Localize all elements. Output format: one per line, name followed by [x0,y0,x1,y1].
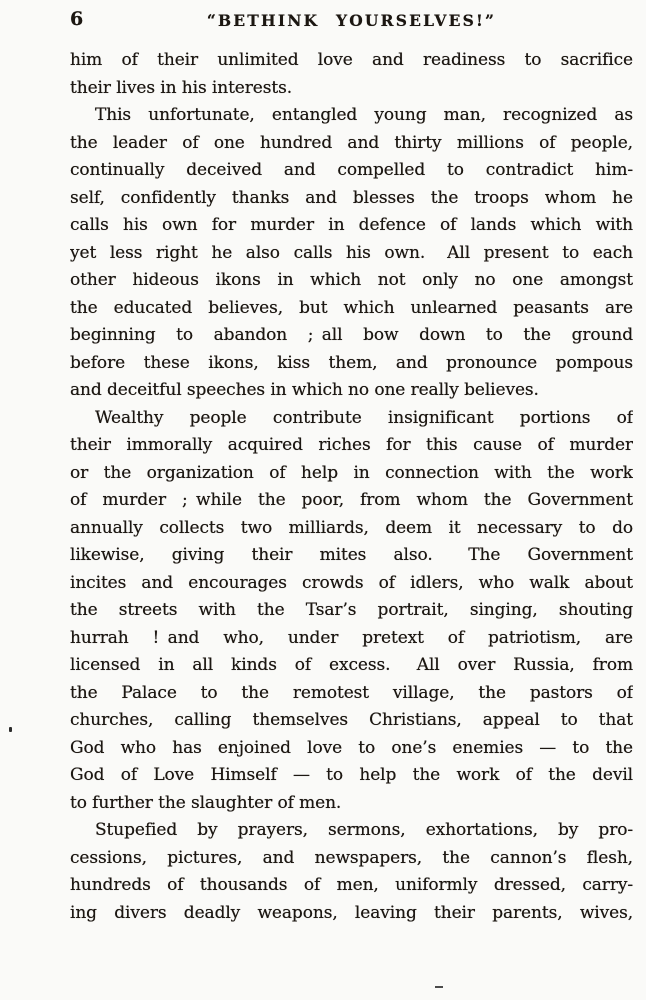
text-line: of murder ; while the poor, from whom the Government [70,490,633,510]
text-line: yet less right he also calls his own. All present to each [70,242,633,263]
text-line: hurrah ! and who, under pretext of patriotism, are [70,627,633,648]
text-line: cessions, pictures, and newspapers, the cannon’s flesh, [70,847,633,868]
text-line: him of their unlimited love and readiness to sacrifice [70,50,633,70]
text-line: annually collects two milliards, deem it necessary to do [70,517,633,538]
scan-speck-dash [435,986,443,988]
running-title: “BETHINK YOURSELVES!” [206,11,497,30]
text-line: This unfortunate, entangled young man, recognized as [95,105,633,125]
text-line: the educated believes, but which unlearned peasants are [70,297,633,318]
text-line: churches, calling themselves Christians, appeal to that [70,710,633,730]
text-line: Wealthy people contribute insignificant portions of [95,407,633,428]
text-line: or the organization of help in connection with the work [70,462,633,483]
text-line: calls his own for murder in defence of lands which with [70,215,633,235]
text-line: before these ikons, kiss them, and pronounce pompous [70,352,633,373]
page-number: 6 [70,8,84,30]
text-line: Stupefied by prayers, sermons, exhortations, by pro- [95,820,633,840]
text-line: the streets with the Tsar’s portrait, singing, shouting [70,600,633,620]
text-line: licensed in all kinds of excess. All over Russia, from [70,655,633,675]
text-line: the leader of one hundred and thirty millions of people, [70,132,633,153]
scan-speck-dot [9,727,12,732]
text-line: beginning to abandon ; all bow down to the ground [70,325,633,345]
page-body [70,47,633,927]
text-line: hundreds of thousands of men, uniformly dressed, carry- [70,875,633,895]
text-line: other hideous ikons in which not only no one amongst [70,270,633,290]
text-line: the Palace to the remotest village, the pastors of [70,682,633,703]
text-line: God of Love Himself — to help the work of the devil [70,765,633,785]
text-line: ing divers deadly weapons, leaving their parents, wives, [70,902,633,923]
text-line: self, confidently thanks and blesses the troops whom he [70,187,633,208]
text-line: God who has enjoined love to one’s enemies — to the [70,737,633,758]
text-line: to further the slaughter of men. [70,792,342,813]
text-line: likewise, giving their mites also. The Government [70,545,633,565]
text-line: their immorally acquired riches for this cause of murder [70,435,633,455]
running-header [70,7,633,33]
text-line: their lives in his interests. [70,77,293,98]
text-line: continually deceived and compelled to contradict him- [70,160,633,180]
text-line: incites and encourages crowds of idlers, who walk about [70,572,633,593]
text-line: and deceitful speeches in which no one really believes. [70,380,539,400]
